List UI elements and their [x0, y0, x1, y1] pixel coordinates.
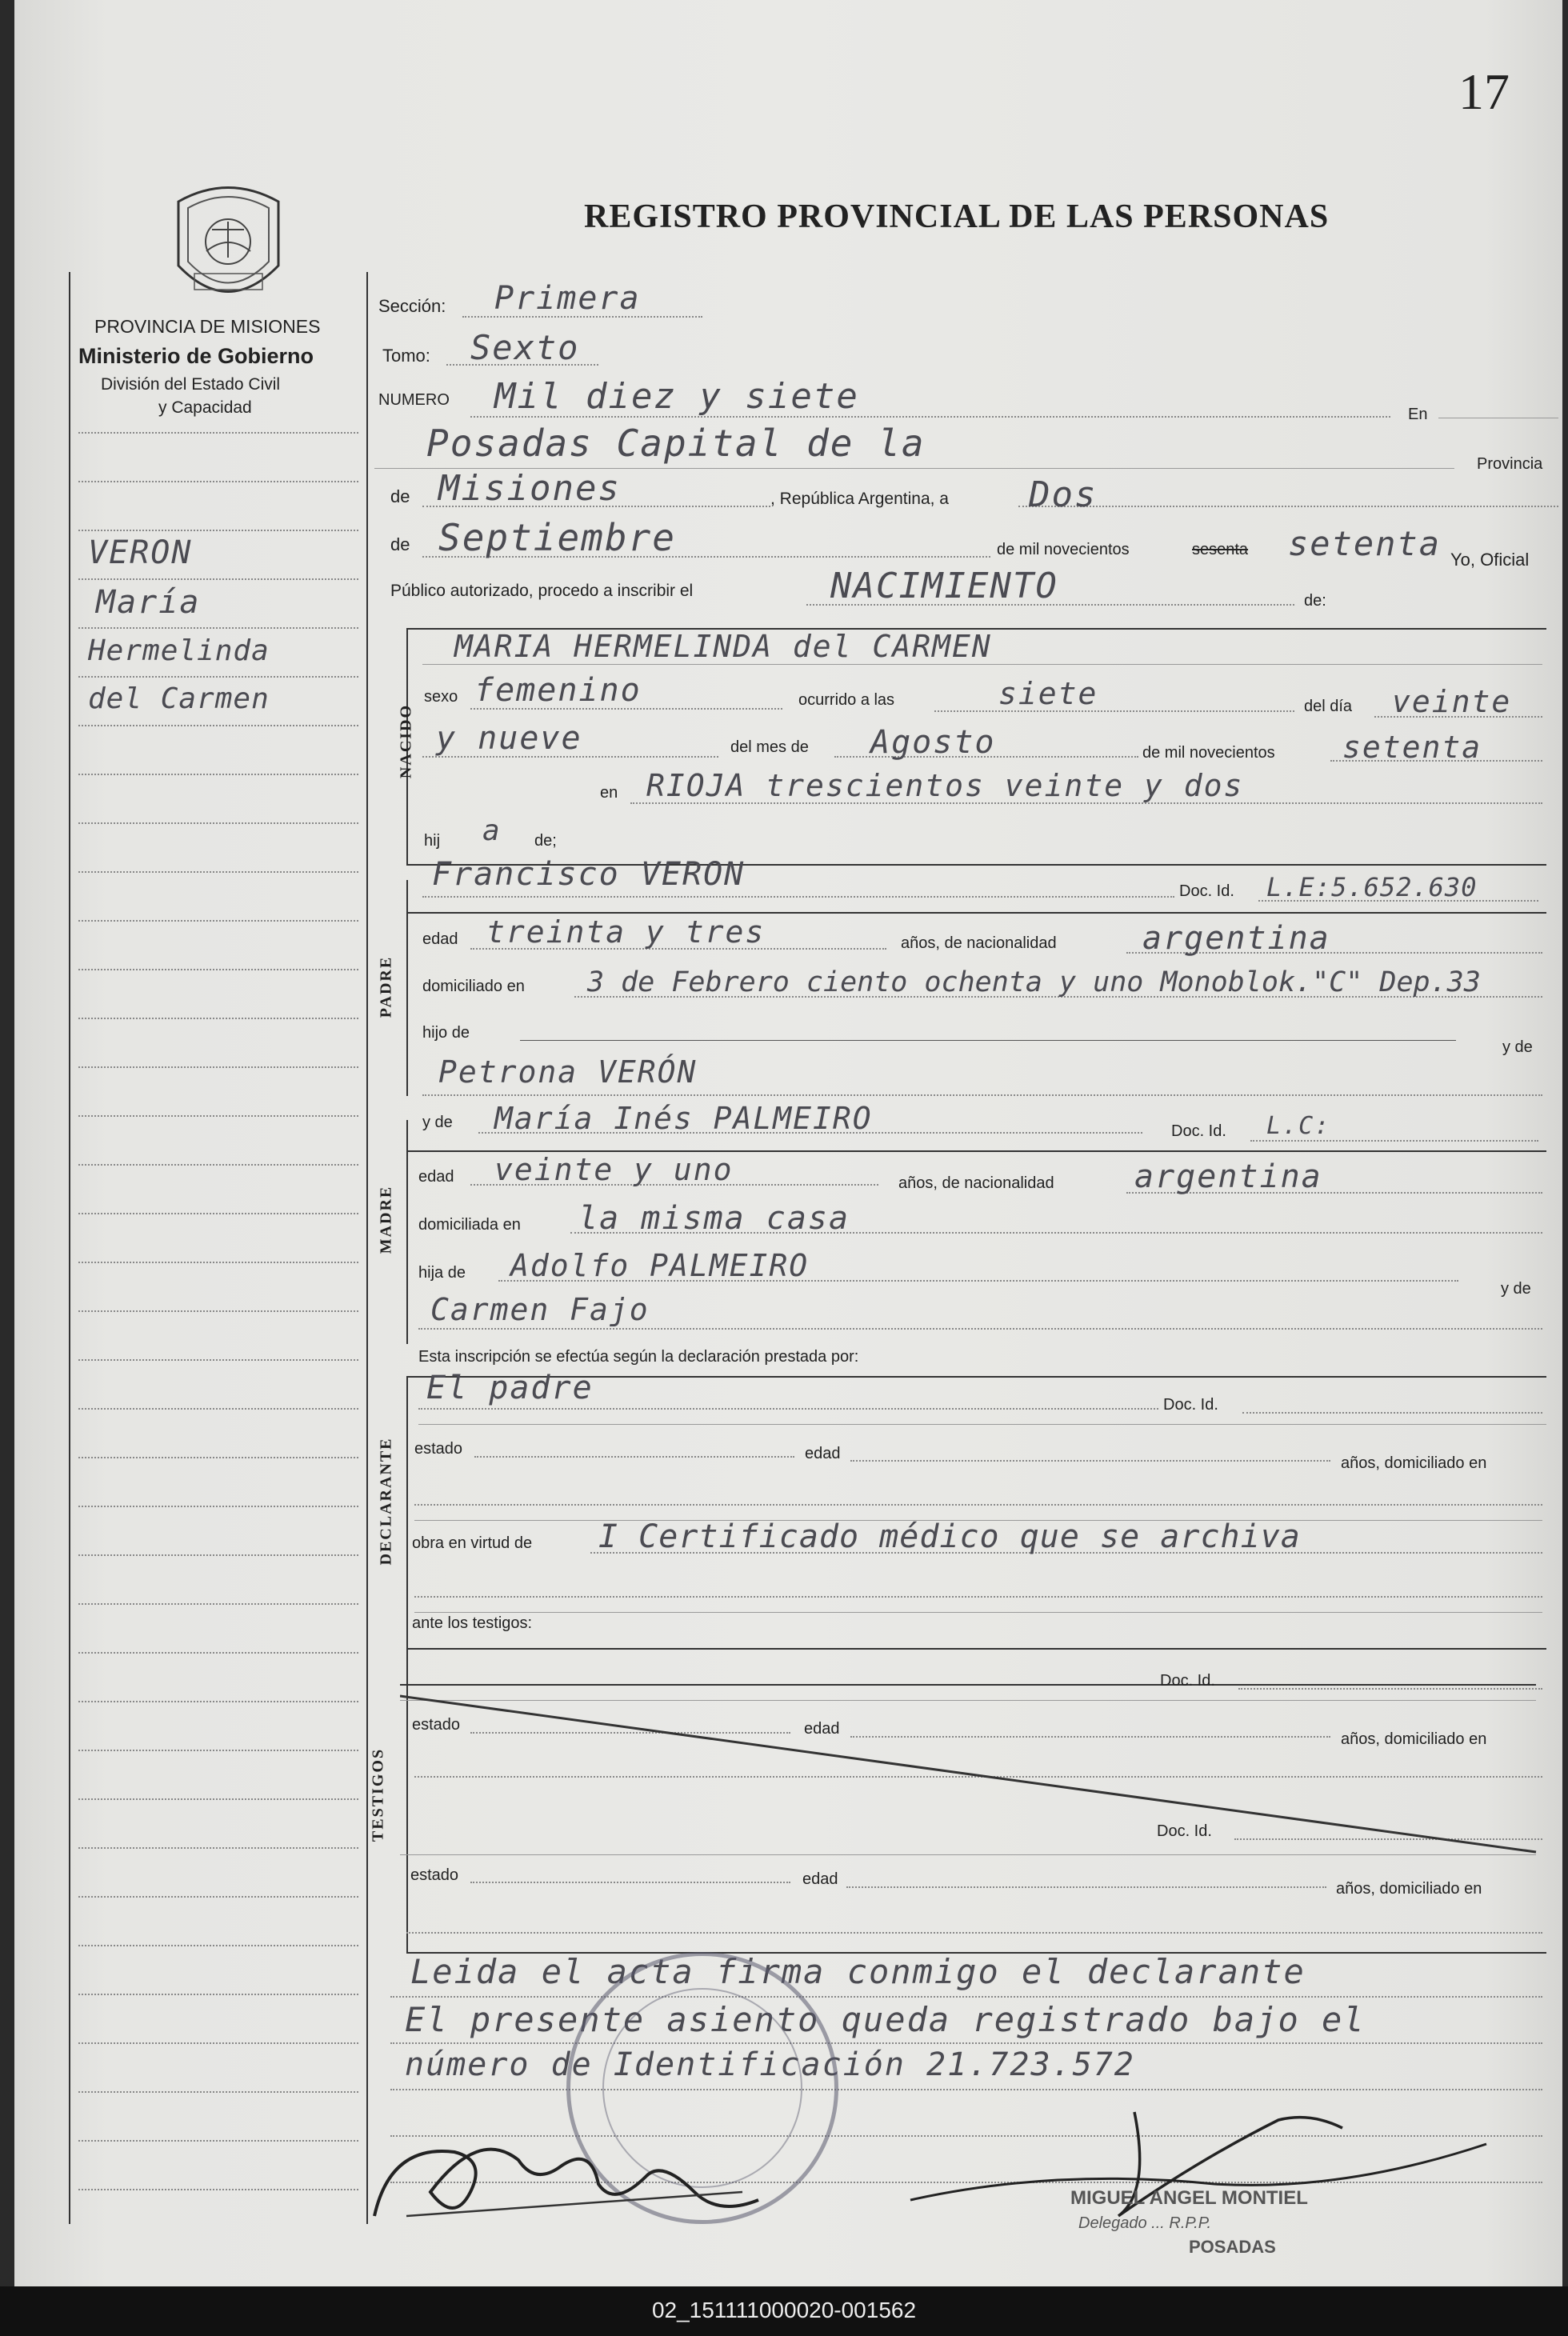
testigo1-estado-label: estado [412, 1716, 461, 1734]
declarante-edad-label: edad [805, 1445, 841, 1462]
margin-ruled-line [78, 1506, 358, 1507]
padre-nombre-value: Francisco VERON [432, 856, 746, 893]
declarant-signature [358, 2096, 774, 2232]
margin-ruled-line [78, 2189, 358, 2190]
margin-ruled-line [78, 969, 358, 970]
declarante-anos-label: años, domiciliado en [1341, 1454, 1487, 1472]
dia-value: Dos [1029, 474, 1098, 515]
padre-edad-value: treinta y tres [486, 914, 766, 950]
hija-de-label: hija de [418, 1264, 466, 1282]
main-column-border [366, 272, 368, 2224]
declarante-estado-label: estado [414, 1440, 463, 1458]
mil-novecientos-label: de mil novecientos [997, 541, 1130, 558]
anio-value: setenta [1288, 524, 1442, 563]
division-line1: División del Estado Civil [101, 375, 281, 394]
margin-ruled-line [78, 871, 358, 873]
declarante-section-label: DECLARANTE [377, 1437, 395, 1566]
hij-suffix: a [482, 814, 502, 847]
nota-line3: número de Identificación 21.723.572 [405, 2046, 1135, 2083]
nombre-value: MARIA HERMELINDA del CARMEN [454, 629, 992, 664]
testigo2-anos-label: años, domiciliado en [1336, 1880, 1482, 1898]
margin-note-line4: del Carmen [88, 682, 270, 715]
ocurrido-label: ocurrido a las [798, 691, 895, 709]
madre-doc-label: Doc. Id. [1171, 1122, 1226, 1140]
margin-ruled-line [78, 2140, 358, 2142]
lugar-nac-value: RIOJA trescientos veinte y dos [646, 768, 1244, 803]
provincia-label: Provincia [1477, 455, 1543, 473]
margin-ruled-line [78, 1750, 358, 1751]
inscripcion-label: Esta inscripción se efectúa según la declaración prestada por: [418, 1348, 859, 1366]
testigos-section-label: TESTIGOS [369, 1747, 387, 1842]
testigo2-doc-label: Doc. Id. [1157, 1822, 1212, 1840]
abuela-paterna-value: María Inés PALMEIRO [494, 1101, 873, 1136]
nota-line2: El presente asiento queda registrado bajo el [405, 2000, 1366, 2039]
numero-label: NUMERO [378, 391, 450, 409]
abuelo-paterno-value: Petrona VERÓN [438, 1054, 698, 1090]
acto-value: NACIMIENTO [830, 566, 1058, 606]
de-colon-label: de: [1304, 592, 1326, 610]
margin-ruled-line [78, 1994, 358, 1995]
margin-note-line3: Hermelinda [88, 634, 270, 667]
official-city: POSADAS [1189, 2237, 1276, 2257]
declarante-doc-label: Doc. Id. [1163, 1396, 1218, 1414]
seccion-label: Sección: [378, 296, 446, 316]
madre-nac-value: argentina [1134, 1158, 1322, 1195]
margin-ruled-line [78, 1798, 358, 1800]
left-column-border [69, 272, 70, 2224]
padre-domicilio-value: 3 de Febrero ciento ochenta y uno Monoblok."C" Dep.33 [587, 966, 1481, 998]
mil-nov2-label: de mil novecientos [1142, 744, 1275, 762]
abuelo-materno-value: Adolfo PALMEIRO [510, 1248, 810, 1283]
nacido-section-label: NACIDO [397, 703, 415, 779]
sesenta-struck: sesenta [1192, 541, 1249, 558]
margin-ruled-line [78, 822, 358, 824]
hijo-de-label: hijo de [422, 1024, 470, 1042]
margin-ruled-line [78, 481, 358, 482]
madre-domicilio-label: domiciliada en [418, 1216, 521, 1234]
madre-section-label: MADRE [377, 1185, 395, 1254]
obra-label: obra en virtud de [412, 1534, 533, 1552]
del-dia-label: del día [1304, 698, 1353, 715]
registry-title: REGISTRO PROVINCIAL DE LAS PERSONAS [584, 198, 1330, 235]
hora-value: siete [998, 676, 1098, 711]
ante-testigos-label: ante los testigos: [412, 1614, 533, 1632]
obra-value: I Certificado médico que se archiva [598, 1518, 1301, 1555]
margin-ruled-line [78, 1310, 358, 1312]
testigo1-anos-label: años, domiciliado en [1341, 1730, 1487, 1748]
lower-ruled-line [390, 1996, 1542, 1998]
margin-ruled-line [78, 676, 358, 678]
margin-ruled-line [78, 1164, 358, 1166]
padre-doc-value: L.E:5.652.630 [1266, 872, 1478, 902]
official-name: MIGUEL ANGEL MONTIEL [1070, 2187, 1308, 2209]
margin-ruled-line [78, 1115, 358, 1117]
margin-ruled-line [78, 530, 358, 531]
margin-ruled-line [78, 2091, 358, 2093]
sexo-value: femenino [474, 672, 642, 709]
testigo2-estado-label: estado [410, 1866, 459, 1884]
margin-ruled-line [78, 1213, 358, 1214]
en-lower-label: en [600, 784, 618, 802]
y-de-start-label: y de [422, 1114, 453, 1131]
madre-nac-label: años, de nacionalidad [898, 1174, 1054, 1192]
numero-value: Mil diez y siete [494, 376, 859, 417]
mes-value: Septiembre [438, 516, 676, 559]
margin-ruled-line [78, 1408, 358, 1410]
margin-ruled-line [78, 1262, 358, 1263]
testigo1-doc-label: Doc. Id. [1160, 1672, 1215, 1690]
margin-note-line1: VERON [88, 534, 193, 571]
margin-ruled-line [78, 1945, 358, 1946]
margin-ruled-line [78, 432, 358, 434]
madre-domicilio-value: la misma casa [578, 1200, 850, 1237]
lugar-value: Posadas Capital de la [426, 422, 926, 465]
madre-doc-value: L.C: [1266, 1112, 1331, 1140]
seccion-value: Primera [494, 280, 641, 317]
margin-ruled-line [78, 2042, 358, 2044]
de-label-2: de [390, 534, 410, 554]
y-de-label-1: y de [1502, 1038, 1533, 1056]
testigo1-edad-label: edad [804, 1720, 840, 1738]
de-label-1: de [390, 486, 410, 506]
madre-edad-value: veinte y uno [494, 1152, 734, 1187]
margin-ruled-line [78, 774, 358, 775]
padre-edad-label: edad [422, 930, 458, 948]
margin-ruled-line [78, 1847, 358, 1849]
margin-ruled-line [78, 1066, 358, 1068]
del-mes-label: del mes de [730, 738, 809, 756]
y-de-label-2: y de [1501, 1280, 1531, 1298]
lower-ruled-line [390, 2042, 1542, 2044]
margin-ruled-line [78, 1554, 358, 1556]
margin-ruled-line [78, 1457, 358, 1458]
madre-edad-label: edad [418, 1168, 454, 1186]
publico-label: Público autorizado, procedo a inscribir el [390, 582, 694, 600]
margin-ruled-line [78, 1018, 358, 1019]
division-line2: y Capacidad [158, 398, 252, 417]
registry-page [14, 0, 1562, 2286]
margin-ruled-line [78, 1359, 358, 1361]
footer-identifier: 02_151111000020-001562 [651, 2298, 917, 2322]
margin-ruled-line [78, 578, 358, 580]
padre-doc-label: Doc. Id. [1179, 882, 1234, 900]
margin-ruled-line [78, 1652, 358, 1654]
page-number: 17 [1458, 63, 1510, 120]
republica-label: , República Argentina, a [770, 490, 949, 508]
en-label: En [1408, 406, 1428, 423]
testigo2-edad-label: edad [802, 1870, 838, 1888]
provincial-crest-emblem [170, 178, 286, 314]
abuela-materna-value: Carmen Fajo [430, 1292, 650, 1327]
ministry-name: Ministerio de Gobierno [78, 344, 314, 368]
anio-nac-value: setenta [1342, 730, 1482, 765]
mes-nac-value: Agosto [870, 724, 996, 761]
official-title: Delegado ... R.P.P. [1078, 2214, 1212, 2232]
margin-ruled-line [78, 1701, 358, 1702]
provincia-value: Misiones [438, 468, 621, 509]
margin-ruled-line [78, 920, 358, 922]
margin-ruled-line [78, 627, 358, 629]
lower-ruled-line [390, 2089, 1542, 2090]
padre-nac-label: años, de nacionalidad [901, 934, 1057, 952]
padre-domicilio-label: domiciliado en [422, 978, 525, 995]
margin-ruled-line [78, 725, 358, 726]
margin-ruled-line [78, 1603, 358, 1605]
dia-nac-value2: y nueve [436, 720, 582, 757]
padre-nac-value: argentina [1142, 920, 1330, 957]
margin-ruled-line [78, 1896, 358, 1898]
testigos-cancel-line [400, 1688, 1552, 1856]
tomo-value: Sexto [470, 328, 580, 367]
declarante-value: El padre [426, 1370, 594, 1406]
margin-note-line2: María [96, 584, 201, 621]
tomo-label: Tomo: [382, 346, 430, 366]
sexo-label: sexo [424, 688, 458, 706]
nota-line1: Leida el acta firma conmigo el declarante [410, 1952, 1306, 1991]
dia-nac-value: veinte [1392, 684, 1512, 719]
de-semicolon-label: de; [534, 832, 557, 850]
padre-section-label: PADRE [377, 955, 395, 1018]
hij-label: hij [424, 832, 441, 850]
province-name: PROVINCIA DE MISIONES [94, 316, 321, 337]
yo-oficial-label: Yo, Oficial [1450, 550, 1530, 570]
